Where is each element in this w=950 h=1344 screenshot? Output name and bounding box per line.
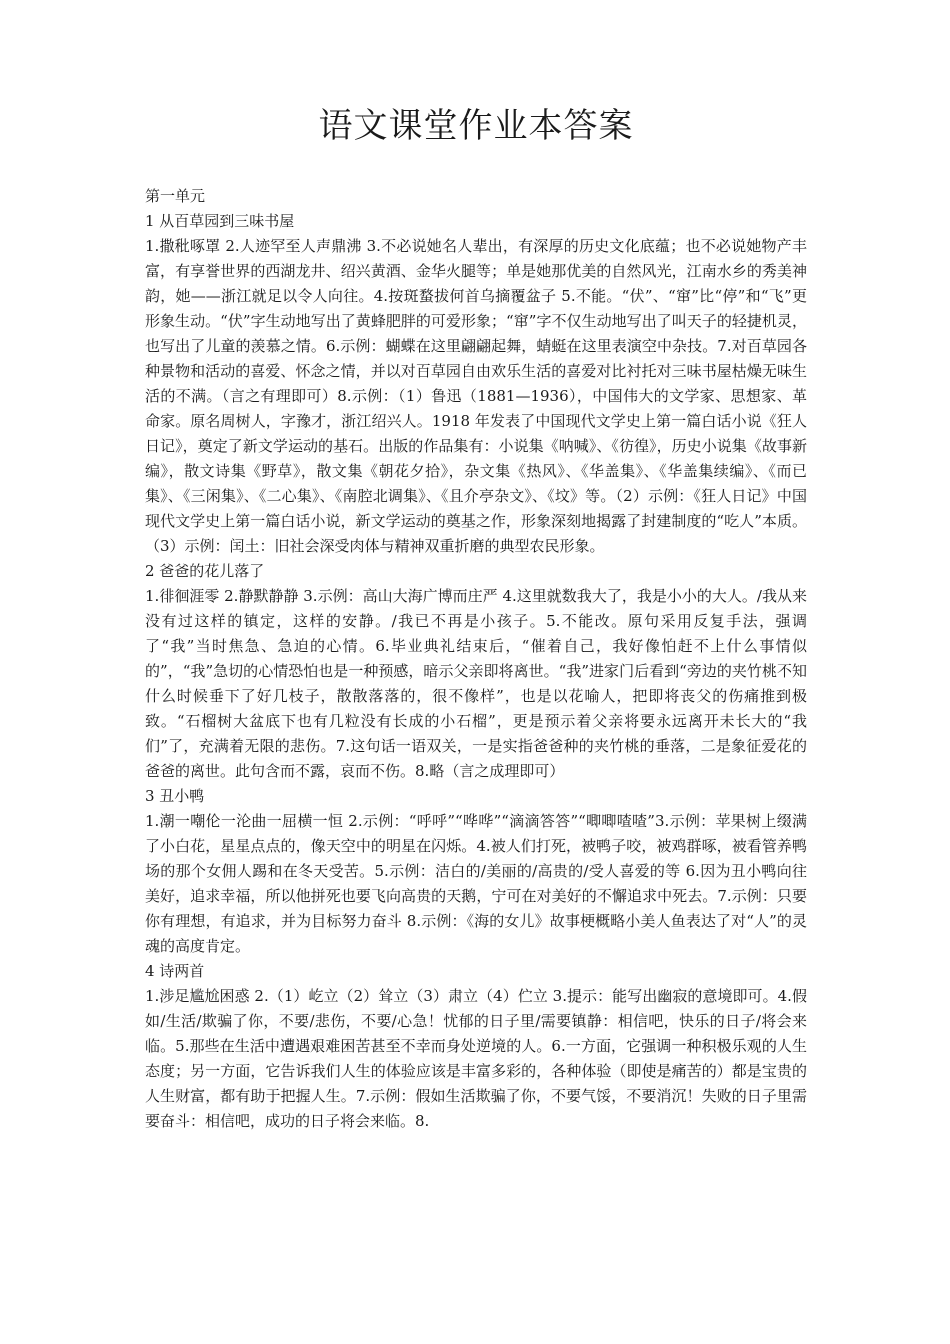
lesson-answers: 1.徘徊涯零 2.静默静静 3.示例：高山大海广博而庄严 4.这里就数我大了，我是小小的大人。/我从来没有过这样的镇定，这样的安静。/我已不再是小孩子。5.不能改。原句采用反复手法，强调了“我”当时焦急、急迫的心情。6.毕业典礼结束后，“催着自己，我好像怕赶不上什么事情似的”，“我”急切的心情恐怕也是一种预感，暗示父亲即将离世。“我”进家门后看到“旁边的夹竹桃不知什么时候垂下了好几枝子，散散落落的，很不像样”，也是以花喻人，把即将丧父的伤痛推到极致。“石榴树大盆底下也有几粒没有长成的小石榴”，更是预示着父亲将要永远离开未长大的“我们”了，充满着无限的悲伤。7.这句话一语双关，一是实指爸爸种的夹竹桃的垂落，二是象征爱花的爸爸的离世。此句含而不露，哀而不伤。8.略（言之成理即可） [145,587,807,780]
lesson-section-2 [145,559,807,784]
lesson-answers: 1.潮一嘲伦一沦曲一屈横一恒 2.示例：“呼呼”“哗哗”“滴滴答答”“唧唧喳喳”3.示例：苹果树上缀满了小白花，星星点点的，像天空中的明星在闪烁。4.被人们打死，被鸭子咬，被鸡群啄，被看管养鸭场的那个女佣人踢和在冬天受苦。5.示例：洁白的/美丽的/高贵的/受人喜爱的等 6.因为丑小鸭向往美好，追求幸福，所以他拼死也要飞向高贵的天鹅，宁可在对美好的不懈追求中死去。7.示例：只要你有理想，有追求，并为目标努力奋斗 8.示例：《海的女儿》故事梗概略小美人鱼表达了对“人”的灵魂的高度肯定。 [145,812,807,955]
lesson-heading: 1 从百草园到三味书屋 [145,212,295,230]
lesson-heading: 3 丑小鸭 [145,787,205,805]
lesson-answers: 1.撒秕啄罩 2.人迹罕至人声鼎沸 3.不必说她名人辈出，有深厚的历史文化底蕴；也不必说她物产丰富，有享誉世界的西湖龙井、绍兴黄酒、金华火腿等；单是她那优美的自然风光，江南水乡的秀美神韵，她——浙江就足以令人向往。4.按斑蝥拔何首乌摘覆盆子 5.不能。“伏”、“窜”比“停”和“飞”更形象生动。“伏”字生动地写出了黄蜂肥胖的可爱形象；“窜”字不仅生动地写出了叫天子的轻捷机灵，也写出了儿童的羡慕之情。6.示例：蝴蝶在这里翩翩起舞，蜻蜓在这里表演空中杂技。7.对百草园各种景物和活动的喜爱、怀念之情，并以对百草园自由欢乐生活的喜爱对比衬托对三味书屋枯燥无味生活的不满。（言之有理即可）8.示例：（1）鲁迅（1881—1936），中国伟大的文学家、思想家、革命家。原名周树人，字豫才，浙江绍兴人。1918 年发表了中国现代文学史上第一篇白话小说《狂人日记》，奠定了新文学运动的基石。出版的作品集有：小说集《呐喊》、《彷徨》，历史小说集《故事新编》，散文诗集《野草》，散文集《朝花夕拾》，杂文集《热风》、《华盖集》、《华盖集续编》、《而已集》、《三闲集》、《二心集》、《南腔北调集》、《且介亭杂文》、《坟》等。（2）示例：《狂人日记》中国现代文学史上第一篇白话小说，新文学运动的奠基之作，形象深刻地揭露了封建制度的“吃人”本质。（3）示例：闰土：旧社会深受肉体与精神双重折磨的典型农民形象。 [145,237,807,555]
lesson-answers: 1.涉足尴尬困惑 2.（1）屹立（2）耸立（3）肃立（4）伫立 3.提示：能写出幽寂的意境即可。4.假如/生活/欺骗了你，不要/悲伤，不要/心急！忧郁的日子里/需要镇静：相信吧，快乐的日子/将会来临。5.那些在生活中遭遇艰难困苦甚至不幸而身处逆境的人。6.一方面，它强调一种积极乐观的人生态度；另一方面，它告诉我们人生的体验应该是丰富多彩的，各种体验（即使是痛苦的）都是宝贵的人生财富，都有助于把握人生。7.示例：假如生活欺骗了你，不要气馁，不要消沉！失败的日子里需要奋斗：相信吧，成功的日子将会来临。8. [145,987,807,1130]
lesson-heading: 4 诗两首 [145,962,205,980]
lesson-heading: 2 爸爸的花儿落了 [145,562,265,580]
lesson-section-4 [145,959,807,1134]
document-page [145,98,807,1134]
lesson-section-1 [145,209,807,559]
document-title: 语文课堂作业本答案 [318,106,634,146]
unit-heading: 第一单元 [145,187,206,205]
lesson-section-3 [145,784,807,959]
